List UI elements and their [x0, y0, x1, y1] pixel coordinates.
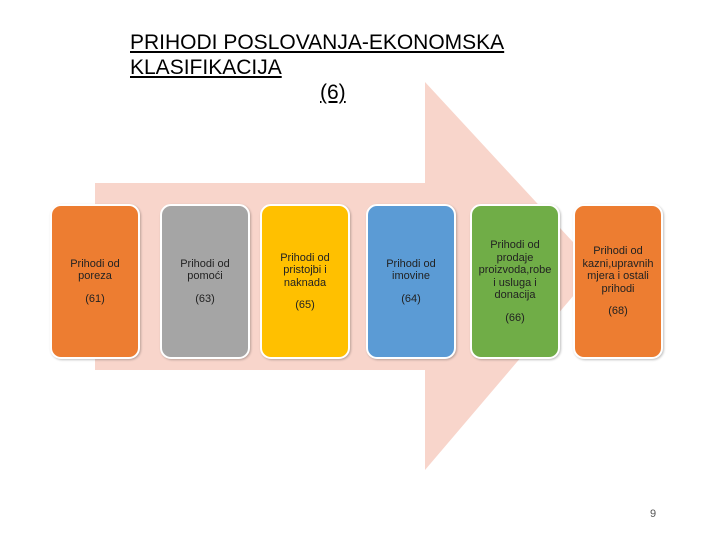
box-prihodi-od-kazni [573, 204, 663, 359]
box-prihodi-od-prodaje [470, 204, 560, 359]
box-code: (63) [195, 292, 215, 305]
box-code: (61) [85, 292, 105, 305]
box-label: Prihodi od poreza [70, 257, 120, 283]
box-code: (66) [505, 311, 525, 324]
box-label: Prihodi od imovine [386, 257, 436, 283]
title-line-1: PRIHODI POSLOVANJA-EKONOMSKA KLASIFIKACIJA [130, 31, 505, 79]
box-code: (65) [295, 299, 315, 311]
page-number: 9 [650, 508, 657, 520]
box-label: Prihodi od prodaje proizvoda,robe i usluga i donacija [478, 239, 552, 301]
box-label: Prihodi od pomoći [180, 257, 230, 283]
box-label: Prihodi od kazni,upravnih mjera i ostali prihodi [582, 245, 654, 295]
box-prihodi-od-pomoci [160, 204, 250, 359]
title-line-2: (6) [320, 81, 346, 104]
box-prihodi-od-poreza [50, 204, 140, 359]
box-code: (64) [401, 292, 421, 305]
box-prihodi-od-pristojbi [260, 204, 350, 359]
box-label: Prihodi od pristojbi i naknada [280, 251, 330, 289]
box-prihodi-od-imovine [366, 204, 456, 359]
box-code: (68) [608, 305, 628, 318]
